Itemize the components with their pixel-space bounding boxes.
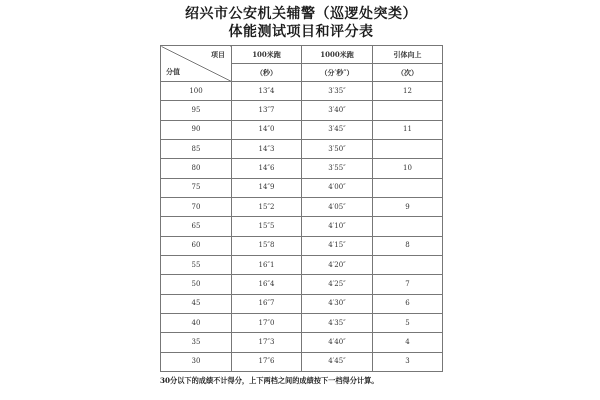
score-cell: 60 [161,236,232,255]
score-cell: 30 [161,352,232,371]
run1000-cell: 4′40″ [302,333,373,352]
title-line-2: 体能测试项目和评分表 [228,24,374,40]
run100-cell: 17″0 [232,313,302,332]
header-row-1 [161,46,443,64]
run1000-cell: 3′50″ [302,139,373,158]
table-row [161,352,443,371]
run100-cell: 14″9 [232,178,302,197]
pullup-cell: 12 [373,82,443,101]
pullup-cell [373,255,443,274]
score-cell: 65 [161,217,232,236]
pullup-cell: 9 [373,197,443,216]
table-row [161,139,443,158]
pullup-cell: 8 [373,236,443,255]
score-cell: 55 [161,255,232,274]
score-table [160,45,443,372]
diagonal-header-cell [161,46,232,82]
table-row [161,275,443,294]
run100-cell: 16″4 [232,275,302,294]
score-cell: 85 [161,139,232,158]
pullup-cell: 3 [373,352,443,371]
table-row [161,101,443,120]
run1000-cell: 4′10″ [302,217,373,236]
score-cell: 50 [161,275,232,294]
run1000-cell: 4′30″ [302,294,373,313]
run1000-cell: 4′05″ [302,197,373,216]
pullup-cell [373,101,443,120]
table-row [161,197,443,216]
score-cell: 100 [161,82,232,101]
score-cell: 70 [161,197,232,216]
table-row [161,159,443,178]
table-row [161,178,443,197]
header-100m-unit: （秒） [232,64,302,82]
run100-cell: 13″7 [232,101,302,120]
run1000-cell: 4′25″ [302,275,373,294]
run100-cell: 14″6 [232,159,302,178]
table-row [161,217,443,236]
run1000-cell: 4′35″ [302,313,373,332]
footnote: 30分以下的成绩不计得分，上下两档之间的成绩按下一档得分计算。 [160,376,379,385]
table-row [161,333,443,352]
run100-cell: 15″2 [232,197,302,216]
pullup-cell [373,139,443,158]
table-row [161,82,443,101]
score-cell: 95 [161,101,232,120]
table-row [161,120,443,139]
header-1000m-unit: （分′秒″） [302,64,373,82]
header-1000m-name: 1000米跑 [302,46,373,64]
run1000-cell: 3′55″ [302,159,373,178]
run1000-cell: 4′45″ [302,352,373,371]
run1000-cell: 3′35″ [302,82,373,101]
run100-cell: 17″6 [232,352,302,371]
run100-cell: 14″3 [232,139,302,158]
table-row [161,313,443,332]
title-block [160,5,442,41]
pullup-cell: 6 [373,294,443,313]
run1000-cell: 4′15″ [302,236,373,255]
run100-cell: 15″5 [232,217,302,236]
score-cell: 75 [161,178,232,197]
title-line-1: 绍兴市公安机关辅警（巡逻处突类） [185,6,417,22]
run1000-cell: 4′00″ [302,178,373,197]
pullup-cell [373,217,443,236]
run100-cell: 16″1 [232,255,302,274]
header-score-label: 分值 [166,67,180,76]
run100-cell: 16″7 [232,294,302,313]
pullup-cell: 7 [373,275,443,294]
score-cell: 35 [161,333,232,352]
table-row [161,255,443,274]
header-pullup-name: 引体向上 [373,46,443,64]
score-cell: 90 [161,120,232,139]
header-100m-name: 100米跑 [232,46,302,64]
pullup-cell: 5 [373,313,443,332]
pullup-cell [373,178,443,197]
pullup-cell: 11 [373,120,443,139]
table-row [161,294,443,313]
run1000-cell: 3′45″ [302,120,373,139]
run1000-cell: 4′20″ [302,255,373,274]
header-item-label: 项目 [211,50,225,59]
score-cell: 45 [161,294,232,313]
header-pullup-unit: （次） [373,64,443,82]
table-row [161,236,443,255]
run100-cell: 13″4 [232,82,302,101]
run100-cell: 15″8 [232,236,302,255]
run100-cell: 14″0 [232,120,302,139]
run1000-cell: 3′40″ [302,101,373,120]
table-body [161,82,443,372]
score-cell: 40 [161,313,232,332]
run100-cell: 17″3 [232,333,302,352]
pullup-cell: 10 [373,159,443,178]
pullup-cell: 4 [373,333,443,352]
score-cell: 80 [161,159,232,178]
